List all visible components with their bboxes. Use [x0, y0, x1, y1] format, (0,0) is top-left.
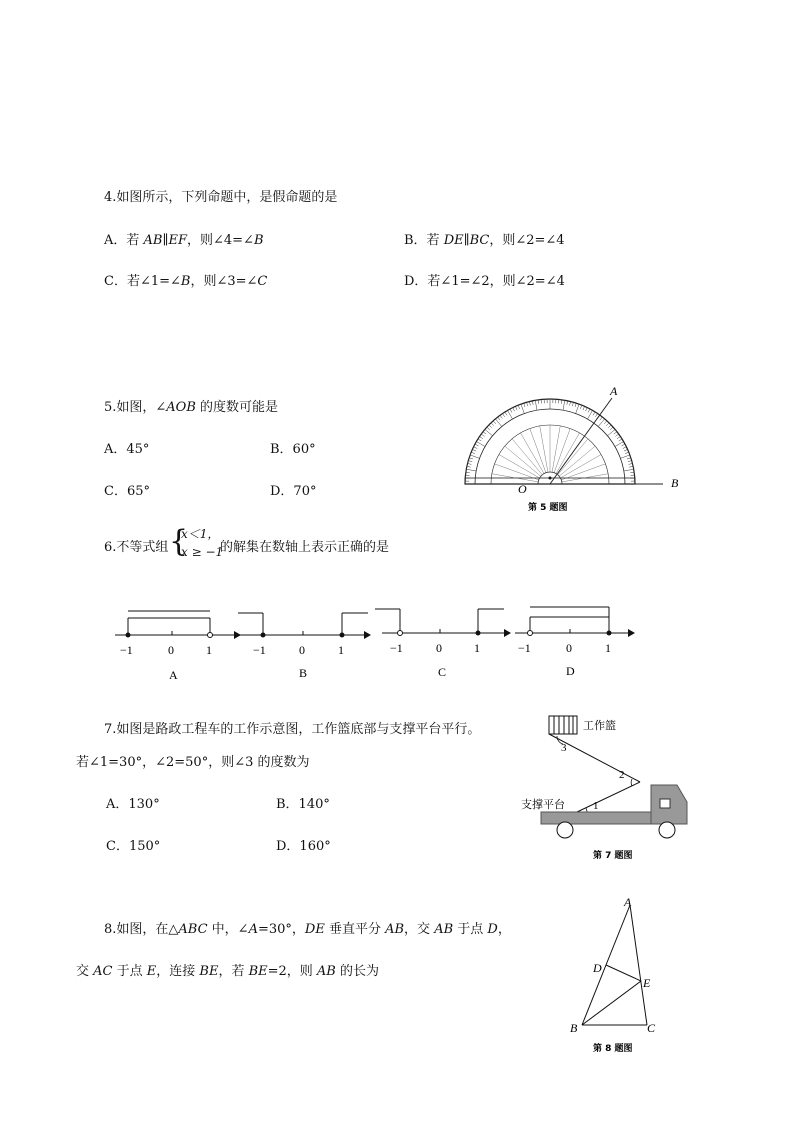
- angle-2-label: 2: [619, 769, 625, 781]
- q6-stem-pre: 6.不等式组: [104, 540, 169, 555]
- option-label-b: B: [299, 666, 308, 680]
- q8-l1-i: ，交: [404, 922, 435, 937]
- tick-label-neg1: −1: [253, 643, 266, 657]
- q8-l2-b: AC: [93, 964, 113, 979]
- front-wheel: [659, 822, 675, 838]
- segment-de: [606, 965, 641, 981]
- q8-l1-l: D: [487, 922, 498, 937]
- tick-label-0: 0: [566, 641, 572, 655]
- q7-option-b[interactable]: B．140°: [276, 797, 330, 812]
- q8-l2-a: 交: [76, 964, 94, 979]
- tick-label-1: 1: [474, 641, 480, 655]
- option-label-a: A: [169, 668, 178, 682]
- q8-l1-k: 于点: [453, 922, 488, 937]
- number-line-b[interactable]: [238, 613, 371, 680]
- q5-stem-pre: 5.如图，∠: [104, 400, 167, 415]
- vertex-a-label: A: [624, 895, 632, 909]
- q7-option-d[interactable]: D．160°: [276, 839, 331, 854]
- triangle-figure: [560, 892, 670, 1062]
- q4-option-a[interactable]: [104, 229, 264, 248]
- q8-l1-b: ABC: [178, 922, 208, 937]
- q7-figure-caption: 第 7 题图: [593, 851, 633, 861]
- rear-wheel: [557, 822, 573, 838]
- q4-option-b[interactable]: [404, 229, 565, 248]
- q4-c-cond: B: [180, 274, 191, 289]
- number-line-d[interactable]: [515, 607, 635, 678]
- q7-option-a[interactable]: A．130°: [106, 797, 160, 812]
- number-line-a[interactable]: [115, 611, 241, 682]
- q8-l2-j: AB: [316, 964, 336, 979]
- q8-l1-d: A: [248, 922, 258, 937]
- q4-b-cond: DE∥BC: [443, 233, 490, 248]
- tick-label-1: 1: [605, 641, 611, 655]
- q8-l2-d: E: [146, 964, 157, 979]
- q8-l1-a: 8.如图，在△: [104, 922, 179, 937]
- q6-ineq-1: [181, 525, 219, 542]
- q8-l2-g: ，若: [218, 964, 249, 979]
- point-b-label: B: [671, 476, 679, 490]
- q8-l1-j: AB: [434, 922, 454, 937]
- q8-l2-e: ，连接: [156, 964, 200, 979]
- q8-l1-e: =30°，: [257, 922, 305, 937]
- angle-3-label: 3: [561, 742, 567, 754]
- number-line-c[interactable]: [375, 609, 511, 679]
- side-ac: [630, 905, 647, 1025]
- q5-option-c[interactable]: C．65°: [104, 484, 150, 499]
- q6-ineq-2-text: x ≥ −1: [181, 545, 224, 559]
- q8-stem-line1: [104, 918, 511, 937]
- q4-a-pre: A．若: [104, 233, 144, 248]
- q8-figure-caption: 第 8 题图: [593, 1044, 633, 1054]
- basket-label: 工作篮: [583, 720, 616, 732]
- vertex-c-label: C: [647, 1021, 656, 1035]
- angle-1-label: 1: [593, 800, 599, 812]
- option-label-d: D: [566, 664, 575, 678]
- vertex-o-dot: [549, 477, 552, 480]
- q8-l2-f: BE: [199, 964, 219, 979]
- q5-option-a[interactable]: A．45°: [104, 442, 150, 457]
- tick-label-0: 0: [436, 641, 442, 655]
- tick-label-neg1: −1: [390, 641, 403, 655]
- q5-angle-name: AOB: [166, 400, 196, 415]
- lower-arm: [577, 782, 640, 812]
- q8-l1-c: 中，∠: [207, 922, 249, 937]
- q8-l1-h: AB: [385, 922, 405, 937]
- q6-ineq-2: [181, 545, 223, 559]
- point-d-label: D: [593, 961, 602, 975]
- q7-option-c[interactable]: C．150°: [106, 839, 161, 854]
- q5-option-b[interactable]: B．60°: [270, 442, 316, 457]
- q4-option-c[interactable]: [104, 270, 267, 289]
- q4-c-end: C: [257, 274, 268, 289]
- q6-stem-post: 的解集在数轴上表示正确的是: [220, 540, 390, 555]
- q8-l1-g: 垂直平分: [324, 922, 386, 937]
- tick-label-neg1: −1: [120, 643, 133, 657]
- protractor-figure: [455, 378, 695, 518]
- option-label-c: C: [438, 665, 447, 679]
- work-basket: [549, 716, 577, 734]
- q7-stem-line1: 7.如图是路政工程车的工作示意图，工作篮底部与支撑平台平行。: [104, 722, 481, 737]
- q4-b-pre: B．若: [404, 233, 444, 248]
- protractor: [465, 399, 635, 484]
- vertex-b-label: B: [570, 1021, 578, 1035]
- point-a-label: A: [610, 384, 618, 398]
- q5-option-d[interactable]: D．70°: [270, 484, 317, 499]
- q8-l1-m: ，: [497, 922, 511, 937]
- tick-label-neg1: −1: [518, 641, 531, 655]
- ray-oa: [550, 398, 612, 484]
- q8-l1-f: DE: [304, 922, 325, 937]
- tick-label-1: 1: [206, 643, 212, 657]
- q8-l2-h: BE: [248, 964, 268, 979]
- q8-l2-i: =2，则: [267, 964, 317, 979]
- q5-stem-post: 的度数可能是: [195, 400, 279, 415]
- tick-label-0: 0: [299, 643, 305, 657]
- truck-figure: [515, 706, 705, 866]
- q4-c-mid: ，则∠3=∠: [190, 274, 258, 289]
- tick-label-1: 1: [338, 643, 344, 657]
- point-e-label: E: [643, 976, 651, 990]
- q8-stem-line2: [76, 960, 379, 979]
- q4-stem: 4.如图所示，下列命题中，是假命题的是: [104, 190, 338, 205]
- tick-label-0: 0: [168, 643, 174, 657]
- q4-a-mid: ，则∠4=∠: [187, 233, 254, 248]
- number-lines-figure: [110, 600, 645, 685]
- q4-b-mid: ，则∠2=∠4: [489, 233, 565, 248]
- q4-a-end: B: [253, 233, 264, 248]
- q8-l2-c: 于点: [112, 964, 147, 979]
- point-o-label: O: [518, 482, 527, 496]
- q4-option-d[interactable]: D．若∠1=∠2，则∠2=∠4: [404, 274, 565, 289]
- platform-label: 支撑平台: [521, 799, 565, 811]
- q6-ineq-1-text: x＜1，: [181, 527, 220, 541]
- q4-a-cond: AB∥EF: [143, 233, 187, 248]
- q7-stem-line2: 若∠1=30°，∠2=50°，则∠3 的度数为: [76, 755, 310, 770]
- q6-brace: {: [169, 524, 189, 559]
- q5-figure-caption: 第 5 题图: [528, 503, 568, 513]
- q4-c-pre: C．若∠1=∠: [104, 274, 181, 289]
- q8-l2-k: 的长为: [335, 964, 380, 979]
- q5-stem: [104, 396, 278, 415]
